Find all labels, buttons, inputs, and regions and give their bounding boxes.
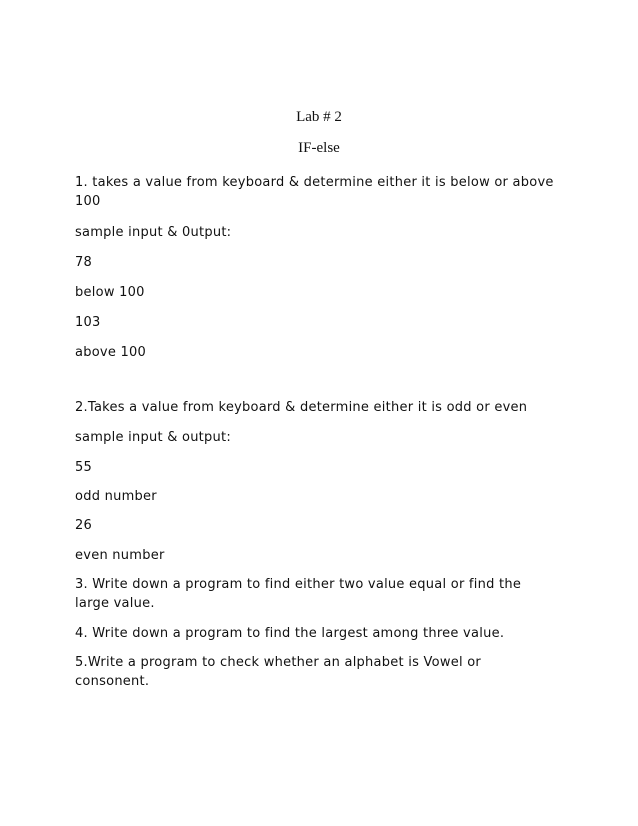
question-2-sample-line: even number [75,548,165,563]
question-1-sample-line: 78 [75,255,93,270]
question-3-line-2: large value. [75,596,155,611]
question-2-sample-line: 55 [75,460,93,475]
question-1-sample-line: above 100 [75,345,147,360]
question-2-sample-line: 26 [75,518,93,533]
page-subtitle: IF-else [298,140,340,156]
question-2-sample-label: sample input & output: [75,430,231,445]
question-3-line-1: 3. Write down a program to find either two value equal or find the [75,577,522,592]
question-1-line-1: 1. takes a value from keyboard & determine either it is below or above [75,175,554,190]
question-4-text: 4. Write down a program to find the largest among three value. [75,626,505,641]
question-2-text: 2.Takes a value from keyboard & determine either it is odd or even [75,400,528,415]
question-1-sample-label: sample input & 0utput: [75,225,232,240]
question-2-sample-line: odd number [75,489,157,504]
question-1-sample-line: 103 [75,315,101,330]
question-1-sample-line: below 100 [75,285,145,300]
page-title: Lab # 2 [296,109,342,125]
question-1-line-2: 100 [75,194,101,209]
question-5-line-2: consonent. [75,674,150,689]
question-5-line-1: 5.Write a program to check whether an alphabet is Vowel or [75,655,482,670]
